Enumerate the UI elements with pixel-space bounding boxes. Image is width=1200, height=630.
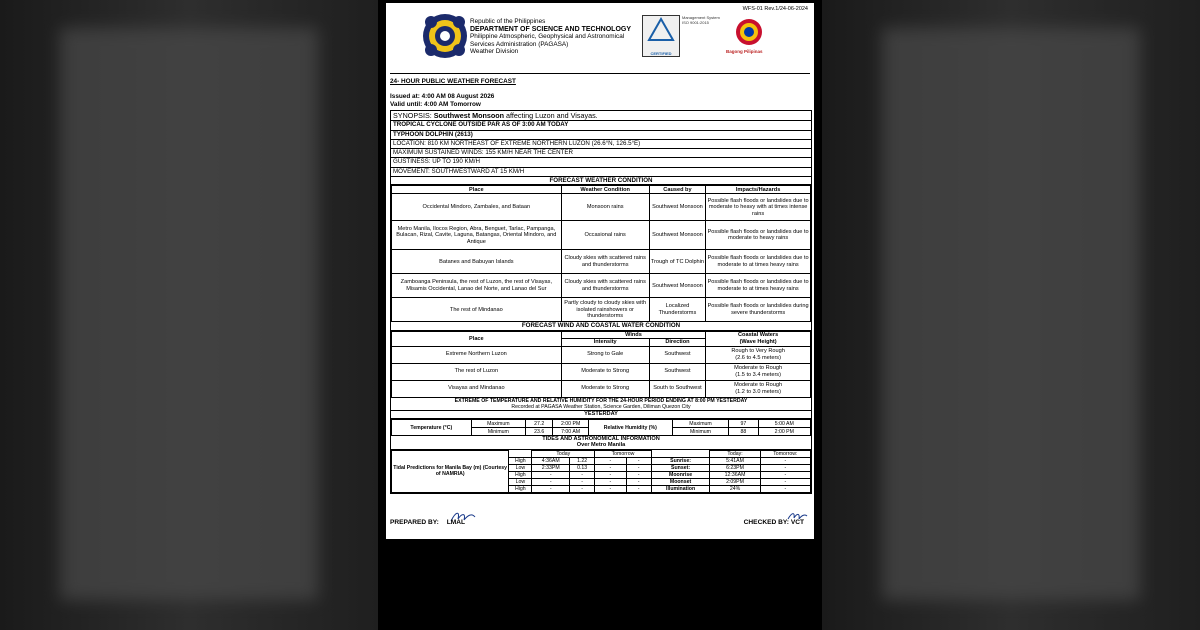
table-row: [392, 346, 811, 363]
wind-coastal: Moderate to Rough (1.5 to 3.4 meters): [706, 363, 811, 380]
bagong-pilipinas-logo: [732, 17, 766, 47]
row-place: The rest of Mindanao: [392, 298, 562, 322]
astro-col-today: Today:: [710, 450, 760, 457]
row-impact: Possible flash floods or landslides due to moderate to heavy rains: [706, 221, 811, 250]
tides-heading-block: [391, 436, 811, 450]
row-cause: Trough of TC Dolphin: [649, 250, 706, 274]
col-intensity: Intensity: [561, 339, 649, 346]
table-row: High - - - - Illumination 24% -: [392, 485, 811, 492]
table-row: [392, 221, 811, 250]
blurred-background-right: [822, 0, 1200, 630]
issuance-info: [390, 93, 494, 108]
tides-col-tomorrow: Tomorrow: [595, 450, 652, 457]
table-row: Low 2:33PM 0.13 - - Sunset: 6:23PM -: [392, 464, 811, 471]
wind-coastal-table: [391, 331, 811, 398]
rh-min-time: 2:00 PM: [758, 428, 810, 436]
row-impact: Possible flash floods or landslides during severe thunderstorms: [706, 298, 811, 322]
row-cause: Southwest Monsoon: [649, 194, 706, 221]
row-impact: Possible flash floods or landslides due to moderate to at times heavy rains: [706, 250, 811, 274]
col-impact: Impacts/Hazards: [706, 186, 811, 194]
extremes-table: [391, 419, 811, 436]
wind-intensity: Moderate to Strong: [561, 363, 649, 380]
pagasa-logo: [422, 13, 468, 59]
wind-direction: South to Southwest: [649, 380, 706, 397]
temp-min-value: 23.6: [526, 428, 553, 436]
wind-coastal: Rough to Very Rough (2.6 to 4.5 meters): [706, 346, 811, 363]
col-condition: Weather Condition: [561, 186, 649, 194]
forecast-weather-table: [391, 185, 811, 322]
row-condition: Monsoon rains: [561, 194, 649, 221]
wind-place: Visayas and Mindanao: [392, 380, 562, 397]
iso-certification-badge: [642, 15, 680, 57]
tidal-predictions-label: Tidal Predictions for Manila Bay (m) (Courtesy of NAMRIA): [392, 450, 509, 492]
header-agency-line1: Philippine Atmospheric, Geophysical and Astronomical: [470, 33, 625, 41]
col-wind-place: Place: [392, 331, 562, 346]
temp-min-time: 7:00 AM: [553, 428, 589, 436]
col-cause: Caused by: [649, 186, 706, 194]
cyclone-location: LOCATION: 810 KM NORTHEAST OF EXTREME NORTHERN LUZON (26.6°N, 126.5°E): [391, 140, 811, 149]
cyclone-heading: TROPICAL CYCLONE OUTSIDE PAR AS OF 3:00 AM TODAY: [391, 121, 811, 130]
extremes-block: [391, 398, 811, 411]
revision-code: WFS-01 Rev.1/24-06-2024: [742, 6, 808, 12]
table-row: [392, 380, 811, 397]
col-direction: Direction: [649, 339, 706, 346]
tides-table: [391, 450, 811, 493]
yesterday-label: YESTERDAY: [391, 411, 811, 419]
temp-min-label: Minimum: [471, 428, 525, 436]
forecast-table: [390, 110, 812, 494]
cyclone-winds: MAXIMUM SUSTAINED WINDS: 155 KM/H NEAR THE CENTER: [391, 149, 811, 158]
header-divider: [390, 73, 810, 74]
rh-max-value: 97: [729, 420, 758, 428]
header-republic: Republic of the Philippines: [470, 18, 546, 25]
row-condition: Cloudy skies with scattered rains and thunderstorms: [561, 250, 649, 274]
astro-col-tomorrow: Tomorrow:: [760, 450, 810, 457]
bagong-pilipinas-text: Bagong Pilipinas: [726, 49, 763, 54]
wind-place: The rest of Luzon: [392, 363, 562, 380]
forecast-heading: FORECAST WEATHER CONDITION: [391, 177, 811, 185]
rh-max-label: Maximum: [672, 420, 729, 428]
humidity-label: Relative Humidity (%): [588, 420, 672, 436]
cert-badge-label: CERTIFIED: [650, 51, 672, 56]
rh-min-label: Minimum: [672, 428, 729, 436]
blurred-background-left: [0, 0, 378, 630]
row-cause: Localized Thunderstorms: [649, 298, 706, 322]
extremes-recorded: Recorded at PAGASA Weather Station, Science Garden, Diliman Quezon City: [511, 403, 691, 410]
wind-direction: Southwest: [649, 346, 706, 363]
temp-max-value: 27.2: [526, 420, 553, 428]
cyclone-name: TYPHOON DOLPHIN (2613): [391, 131, 811, 140]
row-impact: Possible flash floods or landslides due to moderate to at times heavy rains: [706, 274, 811, 298]
row-condition: Cloudy skies with scattered rains and thunderstorms: [561, 274, 649, 298]
forecast-document: [378, 0, 822, 630]
header-division: Weather Division: [470, 48, 519, 56]
row-condition: Occasional rains: [561, 221, 649, 250]
prepared-by: PREPARED BY: LMAL: [390, 519, 466, 526]
row-place: Metro Manila, Ilocos Region, Abra, Benguet, Tarlac, Pampanga, Bulacan, Rizal, Cavite, Laguna, Batangas, Oriental Mindoro, and Antique: [392, 221, 562, 250]
rh-max-time: 5:00 AM: [758, 420, 810, 428]
table-row: [392, 363, 811, 380]
temperature-label: Temperature (°C): [392, 420, 472, 436]
document-sheet: [386, 3, 814, 539]
row-impact: Possible flash floods or landslides due to moderate to heavy with at times intense rains: [706, 194, 811, 221]
table-row: [392, 274, 811, 298]
extremes-heading: EXTREME OF TEMPERATURE AND RELATIVE HUMIDITY FOR THE 24-HOUR PERIOD ENDING AT 8:00 PM YESTERDAY: [454, 397, 748, 404]
temp-max-label: Maximum: [471, 420, 525, 428]
rh-min-value: 88: [729, 428, 758, 436]
row-condition: Partly cloudy to cloudy skies with isolated rainshowers or thunderstorms: [561, 298, 649, 322]
checked-by: CHECKED BY: VCT: [743, 519, 804, 526]
wind-place: Extreme Northern Luzon: [392, 346, 562, 363]
header-department: DEPARTMENT OF SCIENCE AND TECHNOLOGY: [470, 25, 632, 33]
issued-at: Issued at: 4:00 AM 08 August 2026: [390, 93, 495, 100]
tides-heading: TIDES AND ASTRONOMICAL INFORMATION: [542, 436, 660, 443]
table-row: Low - - - - Moonset 2:09PM -: [392, 478, 811, 485]
synopsis: SYNOPSIS: Southwest Monsoon affecting Luzon and Visayas.: [391, 111, 811, 121]
wind-intensity: Moderate to Strong: [561, 380, 649, 397]
row-cause: Southwest Monsoon: [649, 221, 706, 250]
wind-direction: Southwest: [649, 363, 706, 380]
col-coastal: Coastal Waters (Wave Height): [706, 331, 811, 346]
header-agency-line2: Services Administration (PAGASA): [470, 40, 569, 48]
document-title: 24- HOUR PUBLIC WEATHER FORECAST: [390, 78, 516, 85]
cyclone-movement: MOVEMENT: SOUTHWESTWARD AT 15 KM/H: [391, 168, 811, 177]
table-row: [392, 250, 811, 274]
table-row: High 4:36AM 1.22 - - Sunrise: 5:41AM -: [392, 457, 811, 464]
col-place: Place: [392, 186, 562, 194]
table-row: High - - - - Moonrise 12:36AM -: [392, 471, 811, 478]
wind-coastal: Moderate to Rough (1.2 to 3.0 meters): [706, 380, 811, 397]
cyclone-gustiness: GUSTINESS: UP TO 190 KM/H: [391, 158, 811, 167]
wind-intensity: Strong to Gale: [561, 346, 649, 363]
tides-sub: Over Metro Manila: [576, 442, 626, 449]
col-winds: Winds: [561, 331, 706, 338]
valid-until: Valid until: 4:00 AM Tomorrow: [390, 100, 481, 108]
row-cause: Southwest Monsoon: [649, 274, 706, 298]
wind-heading: FORECAST WIND AND COASTAL WATER CONDITION: [391, 322, 811, 330]
tides-col-today: Today: [532, 450, 595, 457]
table-row: [392, 298, 811, 322]
iso-certification-text: Management System ISO 9001:2015: [682, 15, 720, 25]
table-row: [392, 194, 811, 221]
row-place: Batanes and Babuyan Islands: [392, 250, 562, 274]
row-place: Zamboanga Peninsula, the rest of Luzon, the rest of Visayas, Misamis Occidental, Lanao del Norte, and Lanao del Sur: [392, 274, 562, 298]
agency-header: [470, 18, 631, 56]
certification-icon: [643, 16, 679, 46]
temp-max-time: 2:00 PM: [553, 420, 589, 428]
row-place: Occidental Mindoro, Zambales, and Bataan: [392, 194, 562, 221]
